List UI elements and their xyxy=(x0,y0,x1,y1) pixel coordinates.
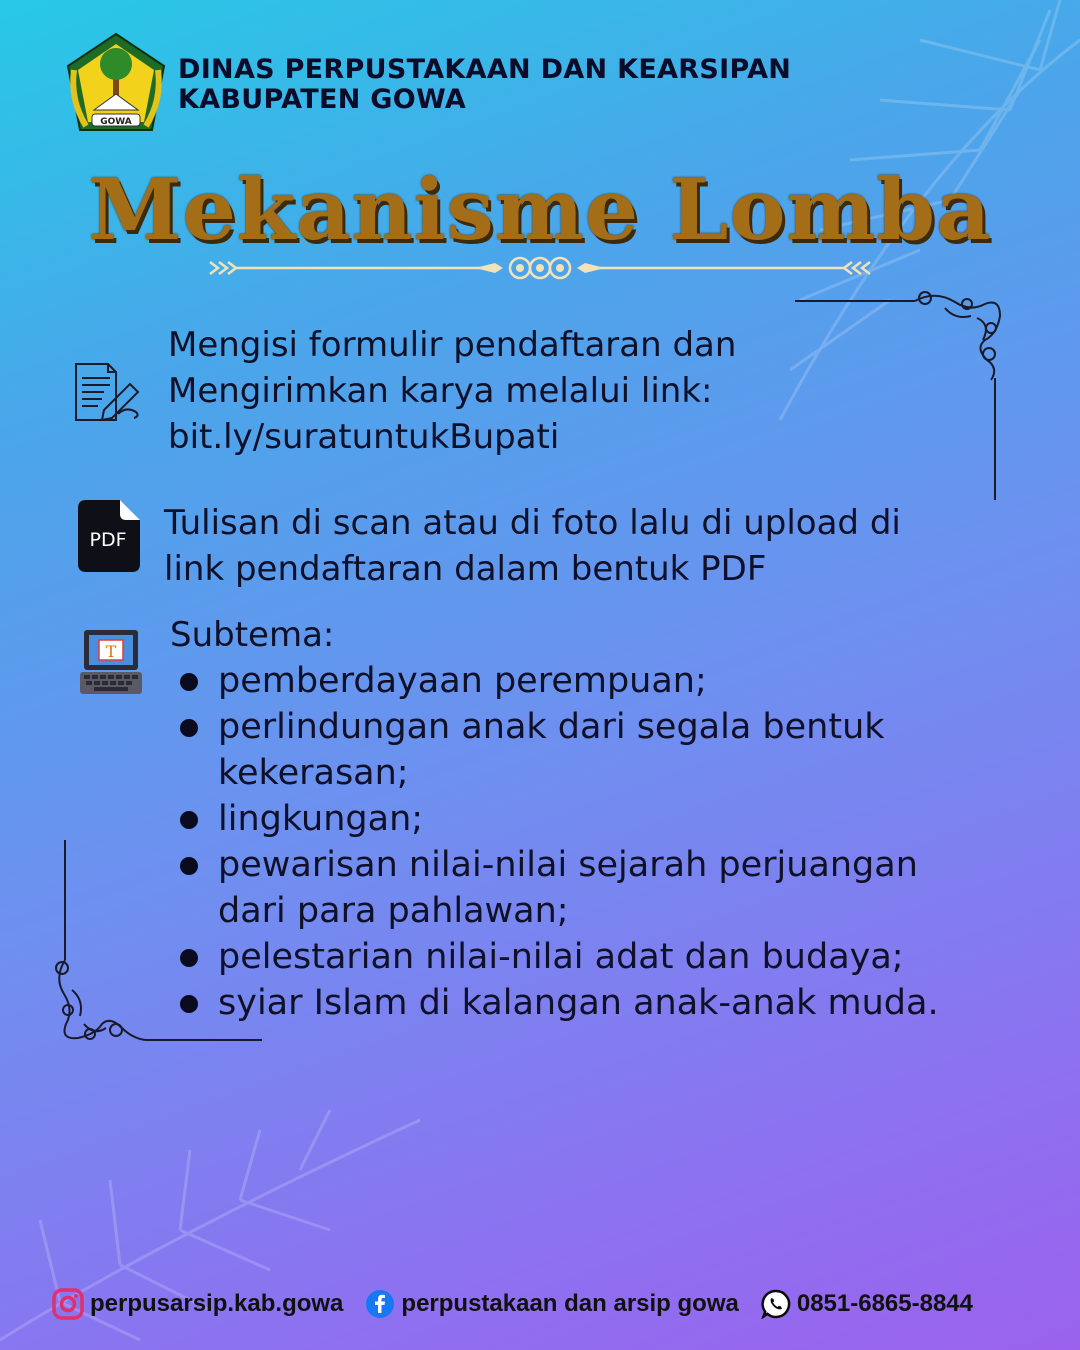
typewriter-icon-label: T xyxy=(105,642,117,661)
subtema-item xyxy=(170,842,1050,934)
page-title: Mekanisme Lomba xyxy=(88,160,992,259)
subtema-item xyxy=(170,704,1050,796)
form-signing-icon xyxy=(74,362,144,422)
facebook-contact[interactable] xyxy=(365,1289,738,1319)
subtema-item xyxy=(170,658,1050,704)
instagram-icon xyxy=(52,1288,84,1320)
whatsapp-number[interactable]: 0851-6865-8844 xyxy=(796,1290,973,1317)
bullet-dot xyxy=(180,719,198,737)
frame-corner-top-right xyxy=(795,288,1010,503)
subtema-list xyxy=(170,658,1050,1026)
step-pdf-line: link pendaftaran dalam bentuk PDF xyxy=(164,549,767,589)
subtema-section xyxy=(170,612,1050,1026)
facebook-page[interactable]: perpustakaan dan arsip gowa xyxy=(401,1290,739,1317)
gowa-regency-logo xyxy=(64,30,168,140)
subtema-item-line: pewarisan nilai-nilai sejarah perjuangan xyxy=(218,845,918,885)
bullet-dot xyxy=(180,673,198,691)
subtema-item-line: kekerasan; xyxy=(218,753,409,793)
step-form-line: Mengirimkan karya melalui link: xyxy=(168,371,713,411)
ornamental-divider xyxy=(205,255,875,281)
subtema-item-line: dari para pahlawan; xyxy=(218,891,569,931)
subtema-item xyxy=(170,980,1050,1026)
bullet-dot xyxy=(180,949,198,967)
agency-name xyxy=(178,55,791,115)
instagram-handle[interactable]: perpusarsip.kab.gowa xyxy=(90,1290,344,1317)
bullet-dot xyxy=(180,857,198,875)
whatsapp-contact[interactable] xyxy=(761,1289,973,1319)
pdf-icon-label: PDF xyxy=(89,529,127,551)
step-pdf-text xyxy=(164,500,901,592)
pdf-file-icon xyxy=(78,500,140,572)
subtema-item-line: perlindungan anak dari segala bentuk xyxy=(218,707,885,747)
instagram-contact[interactable] xyxy=(52,1288,343,1320)
whatsapp-icon xyxy=(761,1289,791,1319)
subtema-item-line: pelestarian nilai-nilai adat dan budaya; xyxy=(218,937,904,977)
bullet-dot xyxy=(180,995,198,1013)
registration-link[interactable]: bit.ly/suratuntukBupati xyxy=(168,417,560,457)
subtema-item xyxy=(170,934,1050,980)
subtema-item xyxy=(170,796,1050,842)
facebook-icon xyxy=(365,1289,395,1319)
subtema-item-line: pemberdayaan perempuan; xyxy=(218,661,707,701)
logo-text: GOWA xyxy=(100,117,132,127)
subtema-heading: Subtema: xyxy=(170,615,335,655)
header xyxy=(64,30,791,140)
footer-contacts xyxy=(52,1288,995,1320)
bullet-dot xyxy=(180,811,198,829)
step-pdf-line: Tulisan di scan atau di foto lalu di upload di xyxy=(164,503,901,543)
step-form-line: Mengisi formulir pendaftaran dan xyxy=(168,325,737,365)
typewriter-laptop-icon xyxy=(80,630,142,696)
subtema-item-line: syiar Islam di kalangan anak-anak muda. xyxy=(218,983,939,1023)
agency-name-line2: KABUPATEN GOWA xyxy=(178,84,467,115)
agency-name-line1: DINAS PERPUSTAKAAN DAN KEARSIPAN xyxy=(178,54,792,85)
subtema-item-line: lingkungan; xyxy=(218,799,424,839)
step-form-text xyxy=(168,322,736,460)
